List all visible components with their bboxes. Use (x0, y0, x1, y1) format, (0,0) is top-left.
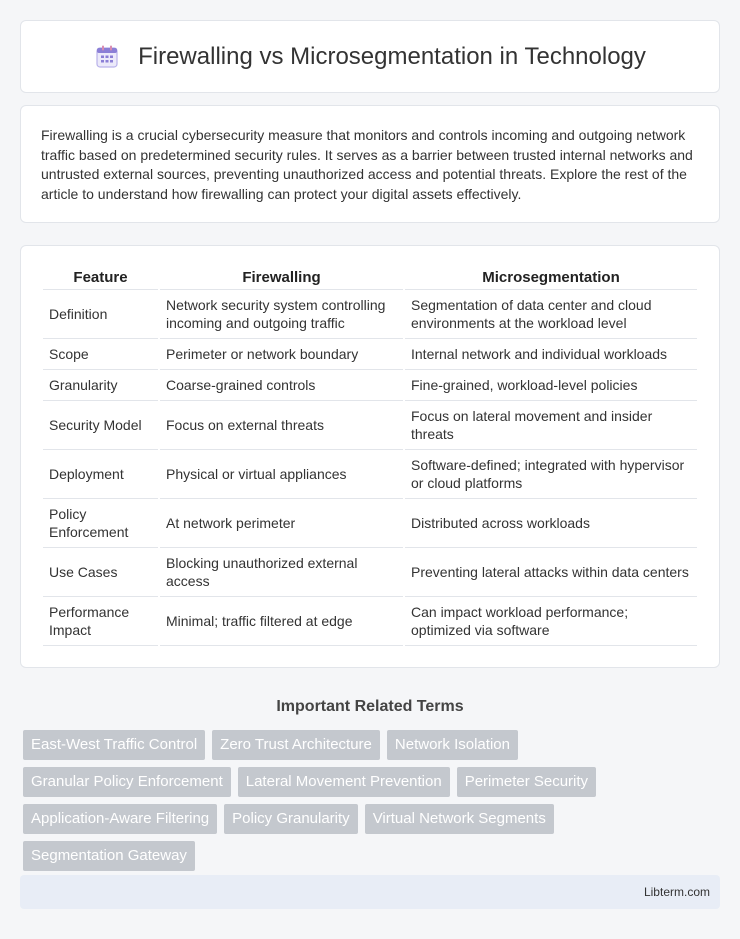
table-cell-microsegmentation: Preventing lateral attacks within data centers (405, 548, 697, 597)
related-term-tag[interactable]: Policy Granularity (224, 804, 358, 834)
column-header-firewalling: Firewalling (160, 266, 403, 290)
table-cell-microsegmentation: Focus on lateral movement and insider threats (405, 401, 697, 450)
related-term-tag[interactable]: Perimeter Security (457, 767, 596, 797)
table-cell-firewalling: Coarse-grained controls (160, 370, 403, 401)
related-terms-title: Important Related Terms (276, 698, 464, 715)
footer-site-name[interactable]: Libterm.com (643, 885, 710, 899)
table-row (43, 370, 697, 401)
page-title: Firewalling vs Microsegmentation in Technology (138, 42, 646, 70)
title-card (20, 20, 720, 93)
table-cell-firewalling: Blocking unauthorized external access (160, 548, 403, 597)
table-cell-microsegmentation: Can impact workload performance; optimized via software (405, 597, 697, 646)
column-header-feature: Feature (43, 266, 158, 290)
footer (20, 875, 720, 909)
table-cell-feature: Use Cases (43, 548, 158, 597)
related-term-tag[interactable]: Network Isolation (387, 730, 518, 760)
intro-paragraph: Firewalling is a crucial cybersecurity measure that monitors and controls incoming and outgoing network traffic based on predetermined security rules. It serves as a barrier between trusted internal networks and untrusted external sources, preventing unauthorized access and potential threats. Explore the rest of the article to understand how firewalling can protect your digital assets effectively. (41, 127, 693, 202)
related-terms-list (20, 730, 720, 871)
table-cell-feature: Scope (43, 339, 158, 370)
comparison-card (20, 245, 720, 668)
table-row (43, 339, 697, 370)
intro-card (20, 105, 720, 223)
table-cell-firewalling: Network security system controlling incoming and outgoing traffic (160, 290, 403, 339)
table-cell-firewalling: Focus on external threats (160, 401, 403, 450)
table-cell-feature: Deployment (43, 450, 158, 499)
column-header-microsegmentation: Microsegmentation (405, 266, 697, 290)
table-cell-microsegmentation: Segmentation of data center and cloud environments at the workload level (405, 290, 697, 339)
table-cell-firewalling: At network perimeter (160, 499, 403, 548)
related-term-tag[interactable]: Zero Trust Architecture (212, 730, 380, 760)
related-term-tag[interactable]: Application-Aware Filtering (23, 804, 217, 834)
table-cell-microsegmentation: Fine-grained, workload-level policies (405, 370, 697, 401)
table-cell-feature: Security Model (43, 401, 158, 450)
table-cell-feature: Granularity (43, 370, 158, 401)
related-term-tag[interactable]: Lateral Movement Prevention (238, 767, 450, 797)
table-cell-feature: Policy Enforcement (43, 499, 158, 548)
table-cell-firewalling: Perimeter or network boundary (160, 339, 403, 370)
table-row (43, 450, 697, 499)
table-cell-microsegmentation: Software-defined; integrated with hypervisor or cloud platforms (405, 450, 697, 499)
table-row (43, 597, 697, 646)
table-header-row (43, 266, 697, 290)
table-cell-feature: Definition (43, 290, 158, 339)
table-row (43, 548, 697, 597)
comparison-table (41, 266, 699, 646)
table-row (43, 499, 697, 548)
related-term-tag[interactable]: Virtual Network Segments (365, 804, 554, 834)
table-row (43, 401, 697, 450)
table-cell-microsegmentation: Distributed across workloads (405, 499, 697, 548)
table-cell-firewalling: Minimal; traffic filtered at edge (160, 597, 403, 646)
calendar-icon (94, 44, 120, 70)
related-term-tag[interactable]: Segmentation Gateway (23, 841, 195, 871)
table-cell-firewalling: Physical or virtual appliances (160, 450, 403, 499)
table-cell-feature: Performance Impact (43, 597, 158, 646)
related-term-tag[interactable]: East-West Traffic Control (23, 730, 205, 760)
related-term-tag[interactable]: Granular Policy Enforcement (23, 767, 231, 797)
table-cell-microsegmentation: Internal network and individual workloads (405, 339, 697, 370)
table-row (43, 290, 697, 339)
